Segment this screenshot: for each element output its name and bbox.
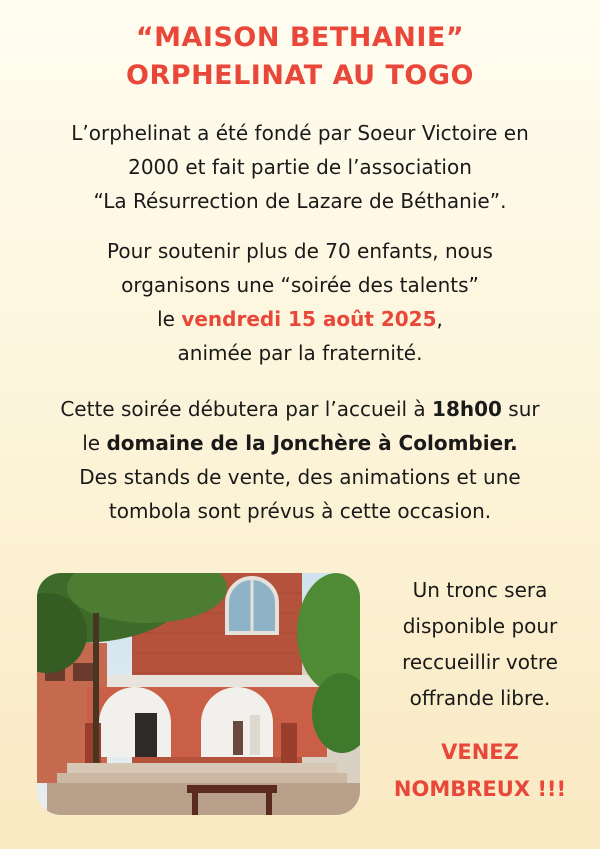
intro-line: 2000 et fait partie de l’association: [128, 155, 472, 179]
event-time: 18h00: [432, 397, 502, 421]
offering-line: offrande libre.: [409, 686, 551, 710]
orphanage-photo: [37, 573, 360, 815]
event-line: Pour soutenir plus de 70 enfants, nous: [107, 239, 493, 263]
details-line: Des stands de vente, des animations et une: [79, 465, 521, 489]
offering-line: reccueillir votre: [402, 650, 558, 674]
event-venue: domaine de la Jonchère à Colombier.: [106, 431, 518, 455]
details-paragraph: [0, 392, 600, 528]
event-date-prefix: le: [157, 307, 182, 331]
closing-line1: VENEZ: [441, 740, 519, 764]
intro-line: L’orphelinat a été fondé par Soeur Victoire en: [71, 121, 529, 145]
poster-title-line2: ORPHELINAT AU TOGO: [126, 60, 474, 91]
event-date-line: [0, 302, 600, 336]
details-line: tombola sont prévus à cette occasion.: [108, 499, 492, 523]
details-time-prefix: Cette soirée débutera par l’accueil à: [60, 397, 433, 421]
offering-line: Un tronc sera: [412, 578, 548, 602]
intro-line: “La Résurrection de Lazare de Béthanie”.: [93, 189, 507, 213]
details-time-line: [0, 392, 600, 426]
details-venue-prefix: le: [82, 431, 107, 455]
offering-note: [380, 572, 580, 716]
event-line: organisons une “soirée des talents”: [121, 273, 479, 297]
offering-line: disponible pour: [402, 614, 558, 638]
details-venue-line: [0, 426, 600, 460]
event-date: vendredi 15 août 2025: [181, 307, 437, 331]
intro-paragraph: [0, 116, 600, 218]
event-line: animée par la fraternité.: [177, 341, 423, 365]
details-time-suffix: sur: [501, 397, 540, 421]
closing-call: [380, 734, 580, 808]
poster-title-line1: “MAISON BETHANIE”: [135, 22, 465, 53]
event-paragraph: [0, 234, 600, 370]
event-date-suffix: ,: [436, 307, 443, 331]
orphanage-building-illustration: [37, 573, 360, 815]
closing-line2: NOMBREUX !!!: [393, 777, 567, 801]
